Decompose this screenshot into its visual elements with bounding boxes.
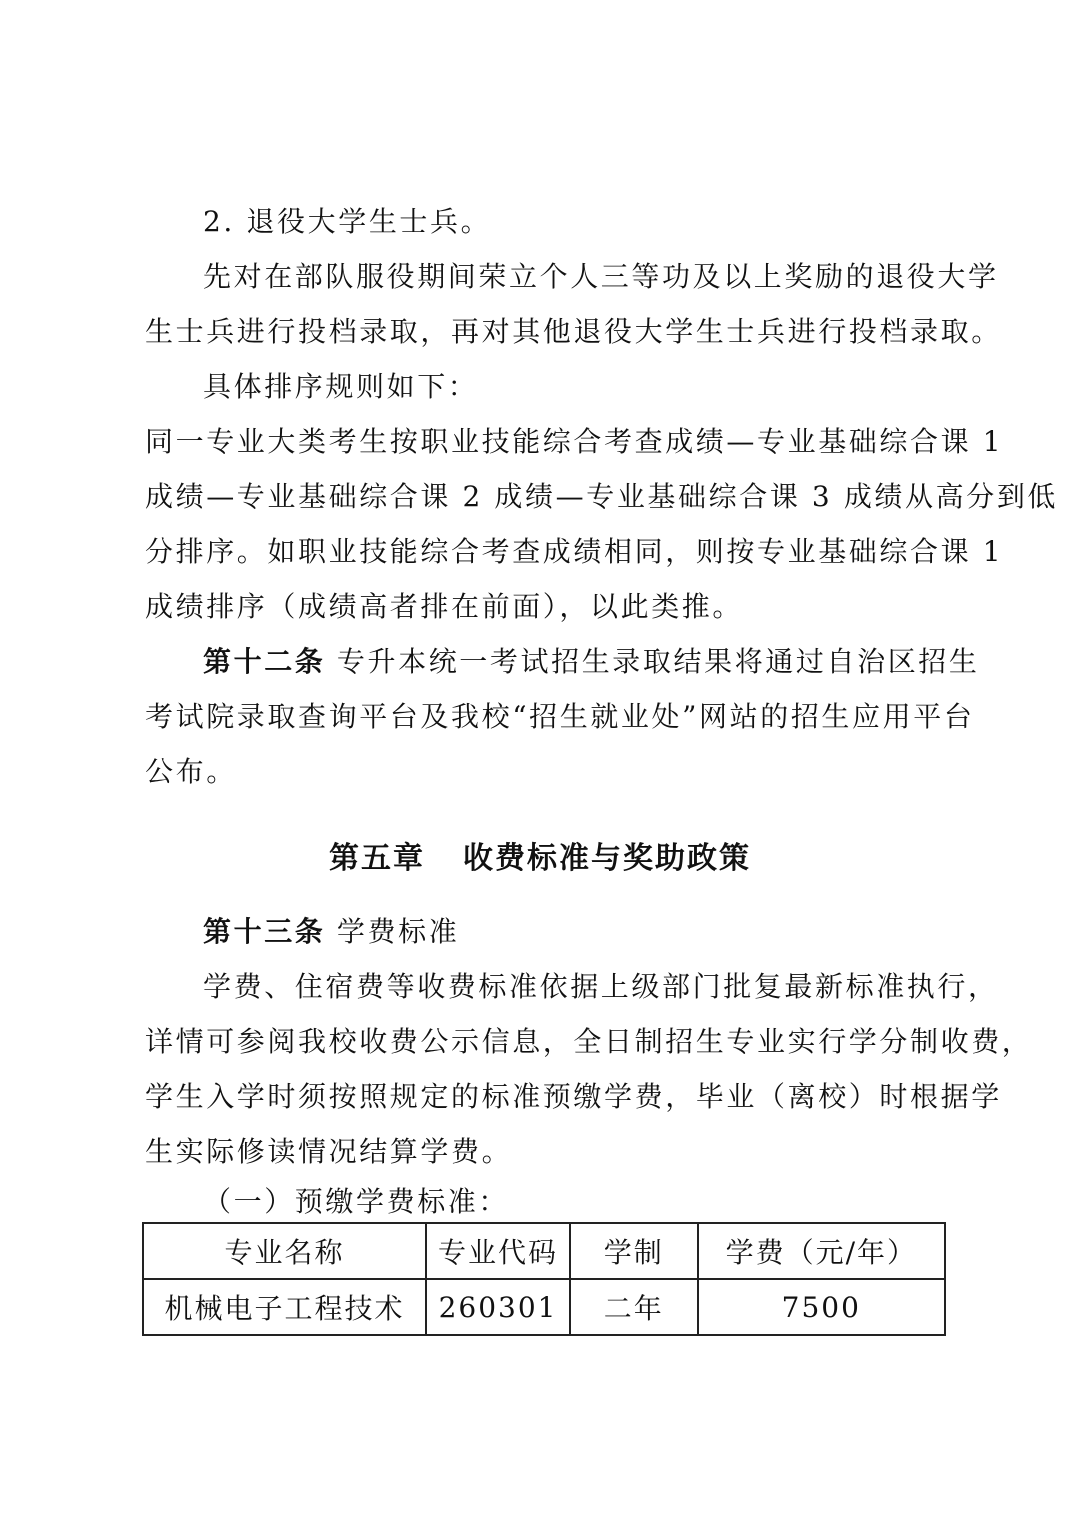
item-2-veterans: 2. 退役大学生士兵。 xyxy=(203,205,492,238)
paragraph-line: 成绩—专业基础综合课 2 成绩—专业基础综合课 3 成绩从高分到低 xyxy=(145,480,1059,513)
paragraph-line: 先对在部队服役期间荣立个人三等功及以上奖励的退役大学 xyxy=(203,260,999,293)
chapter-heading xyxy=(0,840,1080,878)
paragraph-line: 考试院录取查询平台及我校“招生就业处”网站的招生应用平台 xyxy=(145,700,975,733)
paragraph-line: 学费、住宿费等收费标准依据上级部门批复最新标准执行， xyxy=(203,970,999,1003)
article-13 xyxy=(203,915,1080,949)
paragraph-line: 同一专业大类考生按职业技能综合考查成绩—专业基础综合课 1 xyxy=(145,425,1004,458)
table-header-row xyxy=(143,1223,945,1279)
paragraph-line: 详情可参阅我校收费公示信息，全日制招生专业实行学分制收费， xyxy=(145,1025,1033,1058)
header-major-code: 专业代码 xyxy=(426,1223,570,1279)
article-13-label: 第十三条 xyxy=(203,915,326,948)
paragraph-line: 生士兵进行投档录取，再对其他退役大学生士兵进行投档录取。 xyxy=(145,315,1002,348)
cell-major-name: 机械电子工程技术 xyxy=(143,1279,426,1335)
fee-table xyxy=(142,1222,946,1336)
paragraph-line: 生实际修读情况结算学费。 xyxy=(145,1135,513,1168)
article-12-text: 专升本统一考试招生录取结果将通过自治区招生 xyxy=(325,645,980,678)
header-tuition: 学费（元/年） xyxy=(698,1223,945,1279)
table-row xyxy=(143,1279,945,1335)
cell-tuition: 7500 xyxy=(698,1279,945,1335)
cell-duration: 二年 xyxy=(570,1279,698,1335)
chapter-number: 第五章 xyxy=(329,841,425,876)
article-13-title: 学费标准 xyxy=(325,915,460,948)
article-12-label: 第十二条 xyxy=(203,645,326,678)
paragraph-line: 成绩排序（成绩高者排在前面），以此类推。 xyxy=(145,590,744,623)
cell-major-code: 260301 xyxy=(426,1279,570,1335)
article-12 xyxy=(203,645,1080,679)
paragraph-line: 分排序。如职业技能综合考查成绩相同，则按专业基础综合课 1 xyxy=(145,535,1004,568)
chapter-title: 收费标准与奖助政策 xyxy=(463,841,751,876)
header-duration: 学制 xyxy=(570,1223,698,1279)
paragraph-line: 公布。 xyxy=(145,755,237,788)
paragraph-line: 具体排序规则如下： xyxy=(203,370,479,403)
paragraph-line: 学生入学时须按照规定的标准预缴学费，毕业（离校）时根据学 xyxy=(145,1080,1002,1113)
fee-subheading: （一）预缴学费标准： xyxy=(203,1185,510,1218)
header-major-name: 专业名称 xyxy=(143,1223,426,1279)
